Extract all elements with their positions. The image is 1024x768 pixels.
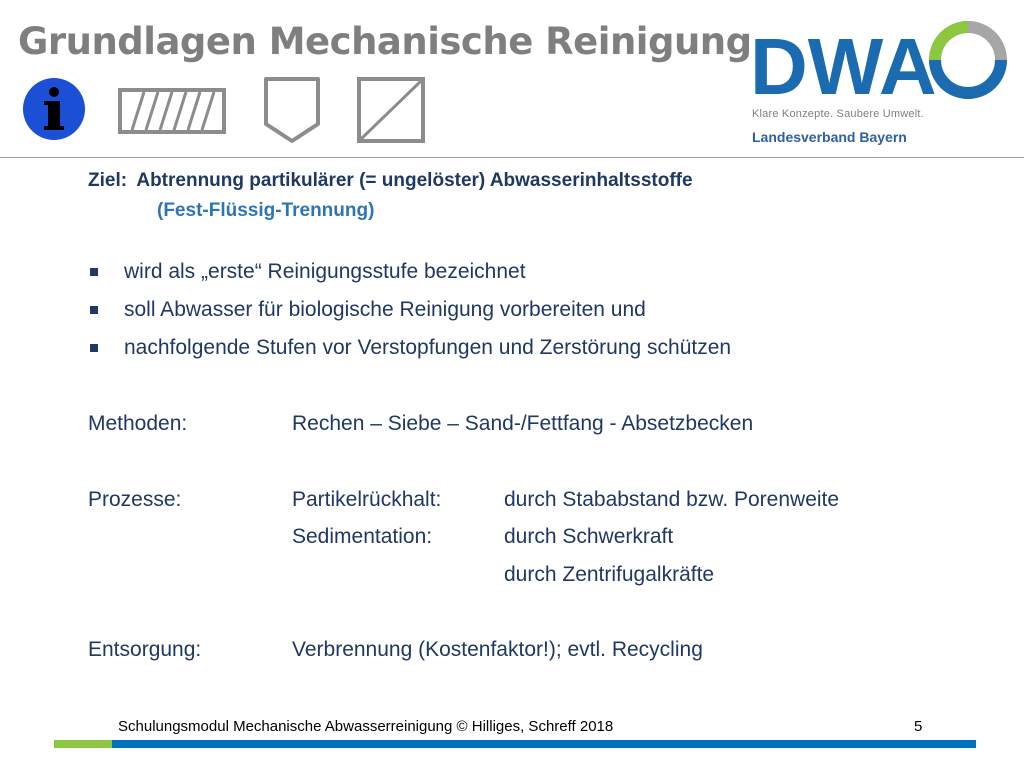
disposal-label: Entsorgung: [88, 638, 202, 661]
footer-text: Schulungsmodul Mechanische Abwasserreinigung © Hilliges, Schreff 2018 [118, 718, 614, 735]
shield-icon[interactable] [262, 76, 322, 144]
goal-label: Ziel: [88, 170, 128, 191]
process-name: Partikelrückhalt: [292, 488, 442, 511]
process-name: Sedimentation: [292, 525, 433, 548]
screen-filter-icon[interactable] [118, 88, 226, 134]
page-number: 5 [914, 718, 923, 735]
methods-label: Methoden: [88, 412, 188, 435]
bullet-list [88, 260, 731, 374]
methods-value: Rechen – Siebe – Sand-/Fettfang - Absetzbecken [292, 412, 754, 435]
bullet-square-icon [90, 268, 98, 276]
dwa-logo [750, 18, 1010, 153]
processes-label: Prozesse: [88, 488, 182, 511]
goal-text: Abtrennung partikulärer (= ungelöster) Abwasserinhaltsstoffe [136, 170, 693, 191]
process-value: durch Zentrifugalkräfte [504, 563, 715, 586]
bullet-text: wird als „erste“ Reinigungsstufe bezeichnet [124, 260, 526, 283]
disposal-value: Verbrennung (Kostenfaktor!); evtl. Recycling [292, 638, 703, 661]
dwa-wordmark [750, 18, 1010, 108]
process-value: durch Stababstand bzw. Porenweite [504, 488, 840, 511]
logo-tagline: Klare Konzepte. Saubere Umwelt. [752, 108, 924, 120]
goal-heading [88, 170, 693, 192]
bullet-square-icon [90, 306, 98, 314]
list-item [88, 336, 731, 374]
list-item [88, 298, 731, 336]
footer-bar-blue [112, 740, 976, 748]
sand-trap-icon[interactable] [356, 76, 426, 144]
bullet-text: soll Abwasser für biologische Reinigung vorbereiten und [124, 298, 646, 321]
process-value: durch Schwerkraft [504, 525, 674, 548]
goal-subtitle: (Fest-Flüssig-Trennung) [157, 200, 375, 221]
logo-letters: DWA [750, 22, 937, 108]
info-icon[interactable] [22, 76, 86, 142]
bullet-text: nachfolgende Stufen vor Verstopfungen und Zerstörung schützen [124, 336, 732, 359]
logo-subtitle: Landesverband Bayern [752, 129, 907, 145]
header-divider [0, 157, 1024, 158]
slide-title: Grundlagen Mechanische Reinigung [18, 20, 752, 63]
list-item [88, 260, 731, 298]
footer-bar-green [54, 740, 112, 748]
topic-icon-bar [22, 76, 442, 146]
bullet-square-icon [90, 344, 98, 352]
